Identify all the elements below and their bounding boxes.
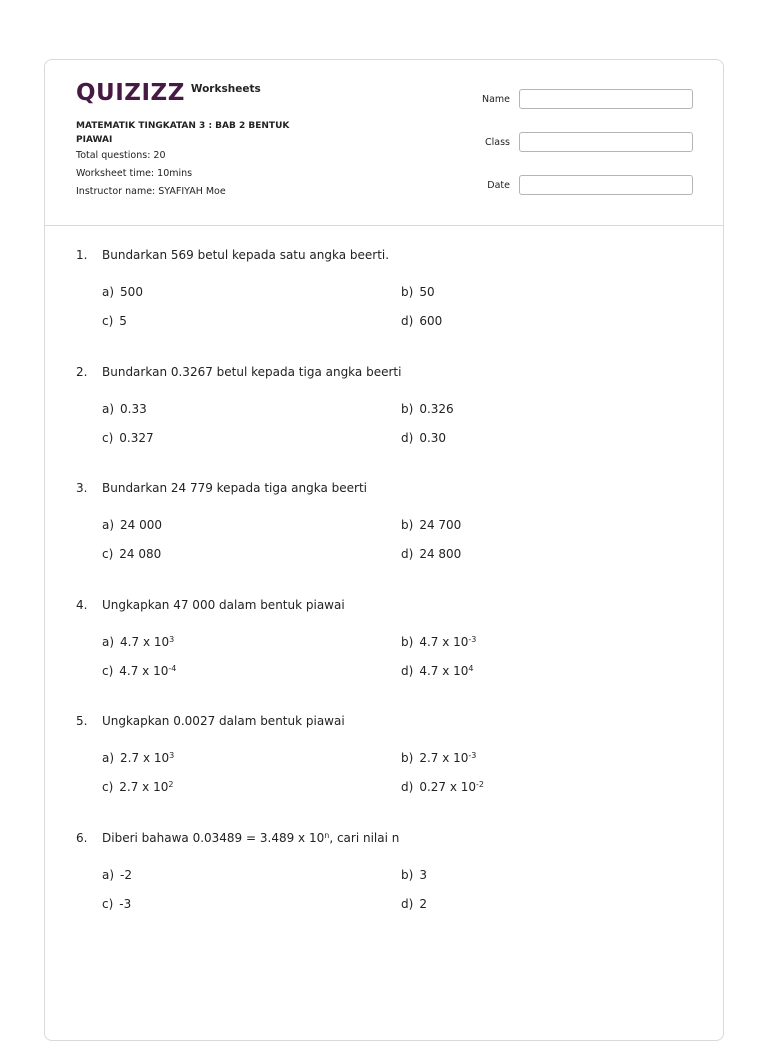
option-b — [401, 750, 476, 766]
option-label: c) — [102, 896, 114, 911]
option-value: 2.7 x 10 — [119, 780, 169, 794]
worksheet-time: Worksheet time: 10mins — [76, 168, 193, 179]
option-label: c) — [102, 430, 114, 445]
option-label: d) — [401, 430, 414, 445]
option-value: 0.327 — [119, 430, 154, 445]
option-value: 50 — [419, 285, 435, 299]
question-number: 4. — [76, 597, 88, 612]
option-a — [102, 634, 174, 650]
option-value: 4.7 x 10 — [120, 634, 170, 649]
option-d — [401, 313, 442, 329]
option-value: 0.27 x 10 — [419, 780, 477, 794]
name-field[interactable] — [519, 89, 693, 109]
option-value: 2.7 x 10 — [120, 751, 170, 765]
option-value: 5 — [119, 314, 127, 328]
option-value: 0.33 — [120, 401, 147, 416]
option-label: c) — [102, 780, 114, 794]
question-number: 2. — [76, 364, 88, 379]
option-label: c) — [102, 663, 114, 678]
option-value: 24 000 — [120, 518, 163, 532]
option-value: 3 — [419, 867, 427, 882]
option-label: a) — [102, 867, 115, 882]
quizizz-logo: QUIZIZZ — [76, 80, 185, 106]
option-exponent: -2 — [476, 780, 485, 789]
option-a — [102, 867, 132, 883]
student-fields — [482, 88, 693, 217]
question-text-before: Diberi bahawa 0.03489 = 3.489 x 10 — [102, 830, 325, 845]
option-label: d) — [401, 780, 414, 794]
worksheet-title: MATEMATIK TINGKATAN 3 : BAB 2 BENTUK PIAWAI — [76, 121, 290, 145]
option-value: 4.7 x 10 — [419, 634, 469, 649]
option-exponent: -3 — [468, 634, 477, 644]
question-text: Bundarkan 0.3267 betul kepada tiga angka beerti — [102, 364, 402, 379]
option-d — [401, 430, 446, 446]
option-value: 2 — [419, 896, 427, 911]
option-value: 24 700 — [419, 518, 462, 532]
question-text-after: , cari nilai n — [329, 830, 400, 845]
option-label: c) — [102, 547, 114, 561]
option-label: a) — [102, 518, 115, 532]
option-label: b) — [401, 751, 414, 765]
question-list — [75, 247, 695, 946]
option-exponent: 4 — [468, 663, 474, 673]
option-c — [102, 430, 154, 446]
option-c — [102, 663, 176, 679]
option-label: b) — [401, 518, 414, 532]
option-exponent: -4 — [168, 663, 177, 673]
option-c — [102, 896, 131, 912]
name-field-row — [482, 88, 693, 110]
option-value: 0.30 — [419, 430, 447, 445]
option-d — [401, 779, 484, 795]
option-d — [401, 663, 474, 679]
option-d — [401, 896, 427, 912]
question-number: 3. — [76, 481, 88, 495]
option-value: 4.7 x 10 — [119, 663, 169, 678]
question-text: Bundarkan 569 betul kepada satu angka beerti. — [102, 248, 390, 262]
option-label: b) — [401, 401, 414, 416]
question-exponent: n — [324, 830, 330, 840]
question-4 — [75, 597, 695, 714]
option-b — [401, 867, 427, 883]
option-label: b) — [401, 285, 414, 299]
option-exponent: -3 — [468, 751, 477, 760]
option-b — [401, 401, 454, 417]
option-c — [102, 779, 173, 795]
class-label: Class — [485, 136, 510, 148]
worksheet-header — [45, 60, 723, 226]
option-c — [102, 546, 161, 562]
question-2 — [75, 364, 695, 481]
option-a — [102, 284, 143, 300]
option-label: c) — [102, 314, 114, 328]
option-value: 500 — [120, 285, 143, 299]
option-label: a) — [102, 634, 115, 649]
option-exponent: 3 — [169, 751, 175, 760]
question-5 — [75, 713, 695, 830]
option-a — [102, 517, 162, 533]
logo-subtitle: Worksheets — [190, 83, 261, 95]
option-label: d) — [401, 896, 414, 911]
question-number: 5. — [76, 714, 88, 728]
option-label: a) — [102, 285, 115, 299]
option-b — [401, 284, 435, 300]
option-label: a) — [102, 751, 115, 765]
option-exponent: 3 — [169, 634, 175, 644]
question-text — [102, 830, 399, 846]
question-6 — [75, 830, 695, 947]
option-label: b) — [401, 634, 414, 649]
option-label: d) — [401, 314, 414, 328]
option-value: 24 800 — [419, 547, 462, 561]
question-text: Ungkapkan 47 000 dalam bentuk piawai — [102, 597, 345, 612]
date-field-row — [482, 174, 693, 196]
brand — [76, 80, 261, 106]
option-value: 4.7 x 10 — [419, 663, 469, 678]
option-value: 0.326 — [419, 401, 454, 416]
question-3 — [75, 480, 695, 597]
question-text: Ungkapkan 0.0027 dalam bentuk piawai — [102, 714, 345, 728]
option-a — [102, 750, 174, 766]
option-value: 600 — [419, 314, 443, 328]
option-c — [102, 313, 127, 329]
option-value: 24 080 — [119, 547, 162, 561]
date-field[interactable] — [519, 175, 693, 195]
worksheet-meta — [76, 119, 326, 201]
class-field[interactable] — [519, 132, 693, 152]
option-exponent: 2 — [168, 780, 174, 789]
question-number: 1. — [76, 248, 88, 262]
option-label: d) — [401, 547, 414, 561]
class-field-row — [482, 131, 693, 153]
option-value: -2 — [120, 867, 133, 882]
worksheet-page — [44, 59, 724, 1041]
option-label: a) — [102, 401, 115, 416]
question-1 — [75, 247, 695, 364]
option-d — [401, 546, 461, 562]
option-a — [102, 401, 147, 417]
instructor-name: Instructor name: SYAFIYAH Moe — [76, 186, 226, 197]
option-value: 2.7 x 10 — [419, 751, 469, 765]
question-text: Bundarkan 24 779 kepada tiga angka beerti — [102, 481, 367, 495]
option-label: d) — [401, 663, 414, 678]
option-b — [401, 517, 461, 533]
total-questions: Total questions: 20 — [76, 150, 166, 161]
option-b — [401, 634, 476, 650]
option-value: -3 — [119, 896, 132, 911]
option-label: b) — [401, 867, 414, 882]
name-label: Name — [481, 93, 510, 105]
date-label: Date — [487, 179, 510, 191]
question-number: 6. — [76, 830, 88, 845]
